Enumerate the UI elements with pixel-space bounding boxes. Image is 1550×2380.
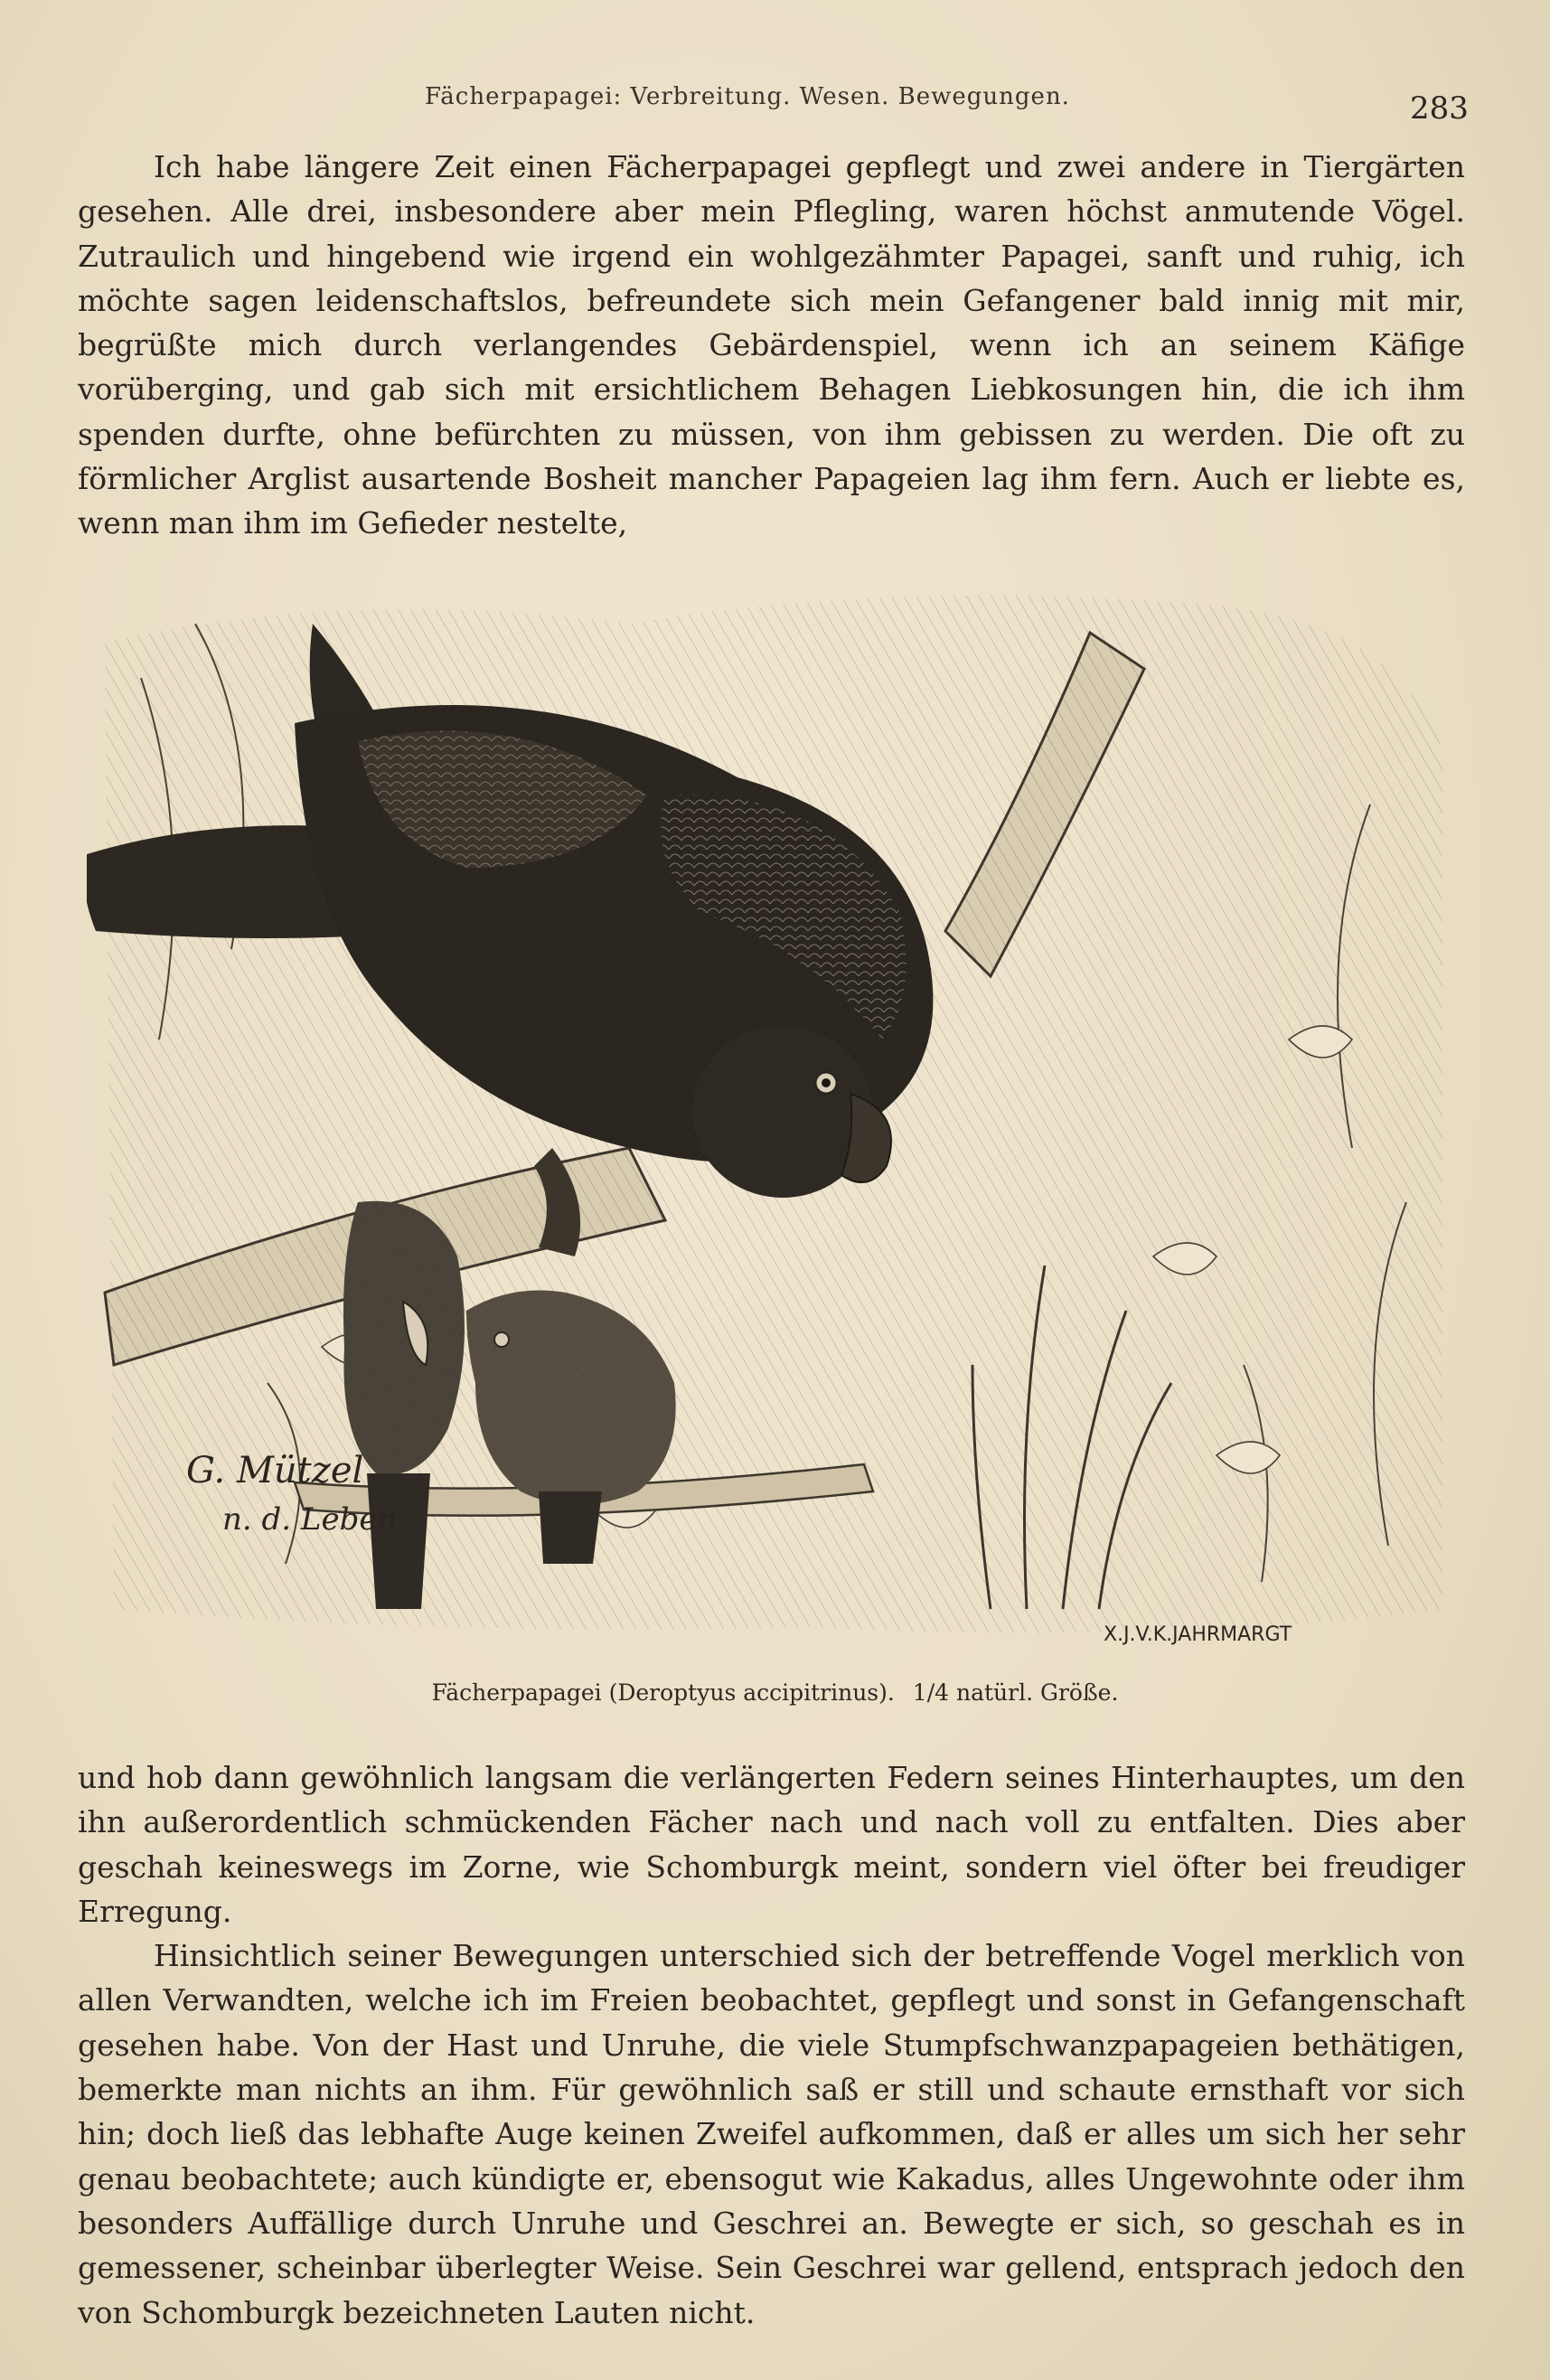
artist-signature-note: n. d. Leben: [222, 1501, 398, 1538]
engraving-illustration: [87, 569, 1461, 1661]
figure-caption: [0, 1679, 1550, 1706]
paragraph-3: Hinsichtlich seiner Bewegungen unterschied sich der betreffende Vogel merklich von allen Verwandten, welche ich im Freien beobachtet, gepflegt und sonst in Gefangenschaft gesehen habe. Von der Hast und Unruhe, die viele Stumpfschwanzpapageien bethätigen, bemerkte man nichts an ihm. Für gewöhnlich saß er still und schaute ernsthaft vor sich hin; doch ließ das lebhafte Auge keinen Zweifel aufkommen, daß er alles um sich her sehr genau beobachtete; auch kündigte er, ebensogut wie Kakadus, alles Ungewohnte oder ihm besonders Auffällige durch Unruhe und Geschrei an. Bewegte er sich, so geschah es in gemessener, scheinbar überlegter Weise. Sein Geschrei war gellend, entsprach jedoch den von Schomburgk bezeichneten Lauten nicht.: [78, 1938, 1465, 2330]
text-block-top: [78, 145, 1465, 546]
caption-species: Fächerpapagei (Deroptyus accipitrinus).: [431, 1679, 895, 1706]
paragraph-2: und hob dann gewöhnlich langsam die verlängerten Federn seines Hinterhauptes, um den ihn außerordentlich schmückenden Fächer nach und nach voll zu entfalten. Dies aber geschah keineswegs im Zorne, wie Schomburgk meint, sondern viel öfter bei freudiger Erregung.: [78, 1760, 1465, 1929]
caption-scale: 1/4 natürl. Größe.: [912, 1679, 1119, 1706]
page-number: 283: [1410, 90, 1469, 127]
text-block-bottom: [78, 1755, 1465, 2335]
page-header: [0, 83, 1550, 127]
running-head: Fächerpapagei: Verbreitung. Wesen. Bewegungen.: [425, 83, 1070, 110]
engraver-signature: X.J.V.K.JAHRMARGT: [1104, 1623, 1292, 1646]
paragraph-1: Ich habe längere Zeit einen Fächerpapagei gepflegt und zwei andere in Tiergärten gesehen. Alle drei, insbesondere aber mein Pflegling, waren höchst anmutende Vögel. Zutraulich und hingebend wie irgend ein wohlgezähmter Papagei, sanft und ruhig, ich möchte sagen leidenschaftslos, befreundete sich mein Gefangener bald innig mit mir, begrüßte mich durch verlangendes Gebärdenspiel, wenn ich an seinem Käfige vorüberging, und gab sich mit ersichtlichem Behagen Liebkosungen hin, die ich ihm spenden durfte, ohne befürchten zu müssen, von ihm gebissen zu werden. Die oft zu förmlicher Arglist ausartende Bosheit mancher Papageien lag ihm fern. Auch er liebte es, wenn man ihm im Gefieder nestelte,: [78, 149, 1465, 541]
parrot-engraving: [87, 569, 1461, 1661]
artist-signature: G. Mützel: [186, 1450, 364, 1491]
